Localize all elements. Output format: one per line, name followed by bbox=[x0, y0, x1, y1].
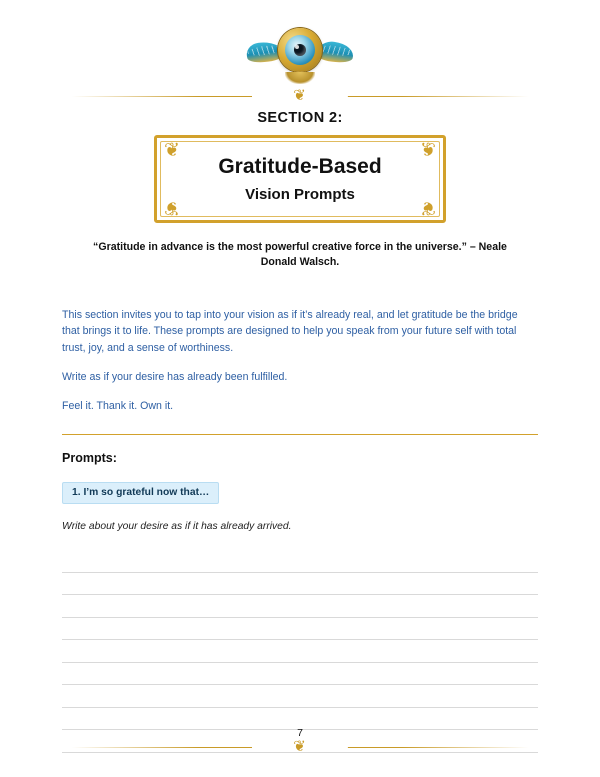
emblem-tail-icon bbox=[285, 72, 315, 84]
prompt-hint-1: Write about your desire as if it has already arrived. bbox=[62, 521, 292, 533]
writing-lines[interactable] bbox=[62, 550, 538, 753]
footer-flourish-bar-left bbox=[72, 747, 253, 748]
section-title-frame bbox=[154, 135, 446, 223]
corner-ornament-top-left-icon: ❦ bbox=[164, 140, 180, 161]
emblem-container bbox=[62, 0, 538, 84]
body-paragraph-1: This section invites you to tap into your vision as if it’s already real, and let gratitude be the bridge that brings it to life. These prompts are designed to help you speak from your future self with total trust, joy, and a sense of worthiness. bbox=[62, 308, 518, 354]
prompt-chip-1: 1. I’m so grateful now that… bbox=[62, 482, 219, 504]
eye-outer-ring bbox=[278, 28, 322, 72]
writing-line[interactable] bbox=[62, 685, 538, 708]
writing-line[interactable] bbox=[62, 595, 538, 618]
eye-pupil bbox=[294, 44, 306, 56]
flourish-bar-left bbox=[72, 96, 253, 97]
writing-line[interactable] bbox=[62, 618, 538, 641]
body-copy bbox=[62, 307, 538, 415]
eye-of-providence-icon bbox=[246, 22, 354, 84]
page-number: 7 bbox=[297, 727, 303, 739]
corner-ornament-bottom-left-icon: ❦ bbox=[164, 197, 180, 218]
footer-flourish-swirl-icon: ❦ bbox=[293, 738, 307, 755]
footer-flourish-bar-right bbox=[348, 747, 529, 748]
gold-divider bbox=[62, 434, 538, 436]
writing-line[interactable] bbox=[62, 550, 538, 573]
flourish-swirl-icon: ❦ bbox=[293, 87, 307, 104]
corner-ornament-bottom-right-icon: ❦ bbox=[420, 197, 436, 218]
body-paragraph-3: Feel it. Thank it. Own it. bbox=[62, 400, 174, 413]
section-kicker: SECTION 2: bbox=[257, 110, 343, 126]
top-flourish-divider bbox=[62, 88, 538, 104]
prompts-heading: Prompts: bbox=[62, 451, 117, 466]
eye-iris bbox=[285, 35, 315, 65]
body-paragraph-2: Write as if your desire has already been fulfilled. bbox=[62, 370, 288, 383]
writing-line[interactable] bbox=[62, 663, 538, 686]
flourish-bar-right bbox=[348, 96, 529, 97]
page-subtitle: Vision Prompts bbox=[245, 185, 355, 203]
writing-line[interactable] bbox=[62, 640, 538, 663]
quote-text: “Gratitude in advance is the most powerful creative force in the universe.” – Neale Donald Walsch. bbox=[93, 241, 507, 269]
corner-ornament-top-right-icon: ❦ bbox=[420, 140, 436, 161]
page-title: Gratitude-Based bbox=[218, 155, 382, 179]
writing-line[interactable] bbox=[62, 573, 538, 596]
bottom-flourish-divider bbox=[62, 739, 538, 755]
